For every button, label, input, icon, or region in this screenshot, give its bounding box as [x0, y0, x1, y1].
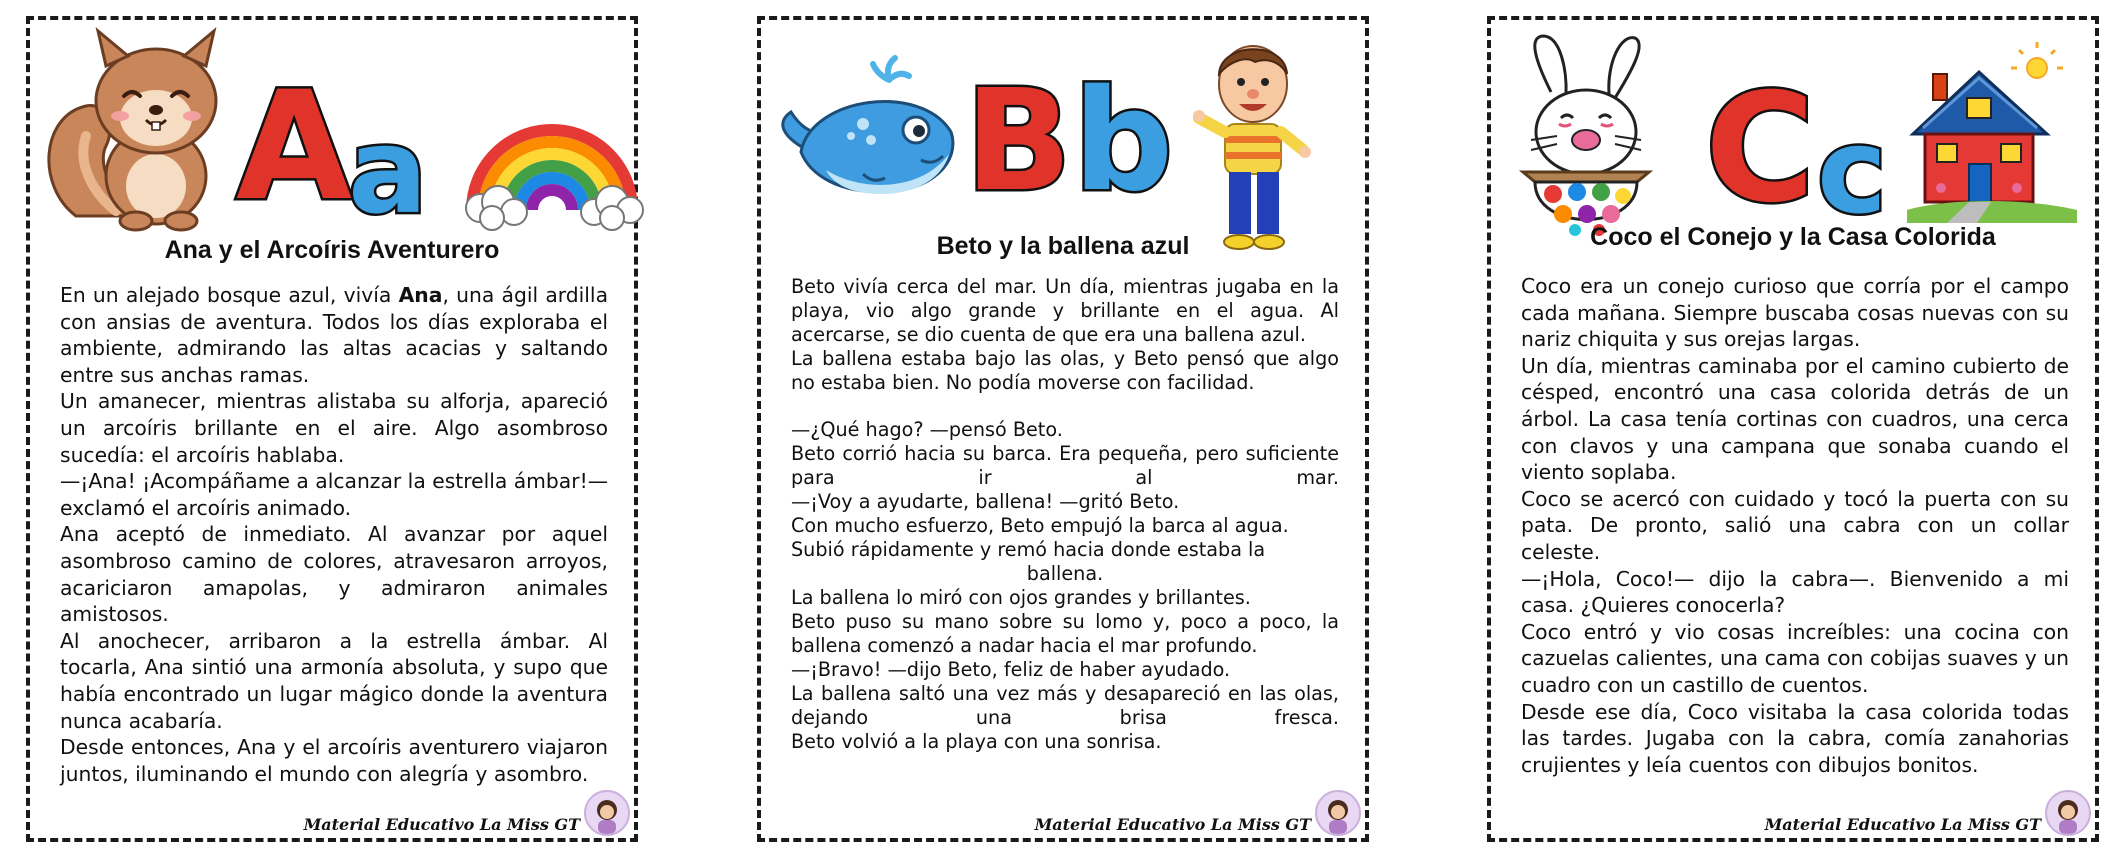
boy-illustration	[1195, 32, 1315, 257]
story-card-a	[26, 16, 638, 842]
letter-lower: c	[1817, 102, 1887, 240]
letter-lower: b	[1073, 60, 1174, 223]
story-paragraph: La ballena lo miró con ojos grandes y brillantes.	[791, 586, 1251, 609]
house-illustration	[1907, 38, 2077, 223]
card-header	[761, 20, 1365, 235]
story-paragraph: Un día, mientras caminaba por el camino cubierto de césped, encontró una casa colorida detrás de un árbol. La casa tenía cortinas con cuadros, una cerca con clavos y una campana que sonaba cuando el viento soplaba.	[1521, 353, 2069, 485]
footer-credit: Material Educativo La Miss GT	[1764, 815, 2041, 834]
author-avatar-icon	[2045, 790, 2091, 836]
story-paragraph: Coco entró y vio cosas increíbles: una cocina con cazuelas calientes, una cama con cobijas suaves y un cuadro con un castillo de cuentos.	[1521, 619, 2069, 697]
story-paragraph: Desde ese día, Coco visitaba la casa colorida todas las tardes. Jugaba con la cabra, comía zanahorias crujientes y leía cuentos con dibujos bonitos.	[1521, 699, 2069, 777]
story-paragraph: En un alejado bosque azul, vivía Ana, una ágil ardilla con ansias de aventura. Todos los días exploraba el ambiente, admirando las altas acacias y saltando entre sus anchas ramas.	[60, 283, 608, 387]
story-paragraph: —¿Qué hago? —pensó Beto.	[791, 418, 1063, 441]
story-paragraph: Beto puso su mano sobre su lomo y, poco a poco, la ballena comenzó a nadar hacia el mar profundo.	[791, 610, 1339, 657]
story-text	[1521, 273, 2069, 778]
story-paragraph: —¡Bravo! —dijo Beto, feliz de haber ayudado.	[791, 658, 1231, 681]
paragraph-spacer	[791, 395, 1339, 418]
story-paragraph: Beto volvió a la playa con una sonrisa.	[791, 730, 1162, 753]
letter-lower: a	[348, 102, 428, 240]
story-paragraph: Al anochecer, arribaron a la estrella ámbar. Al tocarla, Ana sintió una armonía absoluta, y supo que había encontrado un lugar mágico donde la aventura nunca acabaría.	[60, 628, 608, 733]
story-title: Coco el Conejo y la Casa Colorida	[1590, 223, 1996, 251]
story-paragraph: Un amanecer, mientras alistaba su alforja, apareció un arcoíris brillante en el aire. Algo asombroso sucedía: el arcoíris hablaba.	[60, 389, 608, 467]
highlighted-name: Ana	[398, 283, 443, 307]
story-paragraph: Beto vivía cerca del mar. Un día, mientras jugaba en la playa, vio algo grande y brillante en el agua. Al acercarse, se dio cuenta de que era una ballena azul.	[791, 275, 1339, 346]
footer-credit: Material Educativo La Miss GT	[303, 815, 580, 834]
card-header	[30, 20, 634, 240]
story-paragraph: —¡Hola, Coco!— dijo la cabra—. Bienvenido a mi casa. ¿Quieres conocerla?	[1521, 566, 2069, 618]
story-paragraph: Ana aceptó de inmediato. Al avanzar por aquel asombroso camino de colores, atravesaron arroyos, acariciaron amapolas, y admiraron animales amistosos.	[60, 522, 608, 627]
story-paragraph: La ballena saltó una vez más y desapareció en las olas, dejando una brisa fresca.	[791, 682, 1339, 729]
letter-upper: C	[1705, 62, 1816, 236]
story-card-c	[1487, 16, 2099, 842]
story-paragraph: Coco era un conejo curioso que corría por el campo cada mañana. Siempre buscaba cosas nuevas con su nariz chiquita y sus orejas largas.	[1521, 274, 2069, 352]
author-avatar-icon	[584, 790, 630, 836]
story-text	[791, 275, 1339, 754]
whale-illustration	[771, 42, 961, 202]
bunny-illustration	[1511, 32, 1661, 242]
story-paragraph: Desde entonces, Ana y el arcoíris aventurero viajaron juntos, iluminando el mundo con alegría y asombro.	[60, 735, 608, 786]
story-card-b	[757, 16, 1369, 842]
footer-credit: Material Educativo La Miss GT	[1034, 815, 1311, 834]
rainbow-illustration	[462, 90, 642, 230]
story-paragraph: Coco se acercó con cuidado y tocó la puerta con su pata. De pronto, salió una cabra con un collar celeste.	[1521, 486, 2069, 564]
author-avatar-icon	[1315, 790, 1361, 836]
story-paragraph: ballena.	[1026, 562, 1104, 585]
story-paragraph: Subió rápidamente y remó hacia donde estaba la	[791, 538, 1266, 561]
story-paragraph: —¡Voy a ayudarte, ballena! —gritó Beto.	[791, 490, 1180, 513]
story-paragraph: Con mucho esfuerzo, Beto empujó la barca al agua.	[791, 514, 1289, 537]
story-paragraph: La ballena estaba bajo las olas, y Beto pensó que algo no estaba bien. No podía moverse con facilidad.	[791, 347, 1339, 394]
squirrel-illustration	[36, 26, 236, 231]
story-title: Beto y la ballena azul	[936, 232, 1190, 260]
story-paragraph: Beto corrió hacia su barca. Era pequeña, pero suficiente para ir al mar.	[791, 442, 1339, 489]
letter-upper: A	[236, 60, 353, 234]
story-title: Ana y el Arcoíris Aventurero	[164, 236, 500, 264]
letter-upper: B	[965, 60, 1072, 223]
story-paragraph: —¡Ana! ¡Acompáñame a alcanzar la estrella ámbar!— exclamó el arcoíris animado.	[60, 469, 608, 520]
story-text	[60, 282, 608, 787]
